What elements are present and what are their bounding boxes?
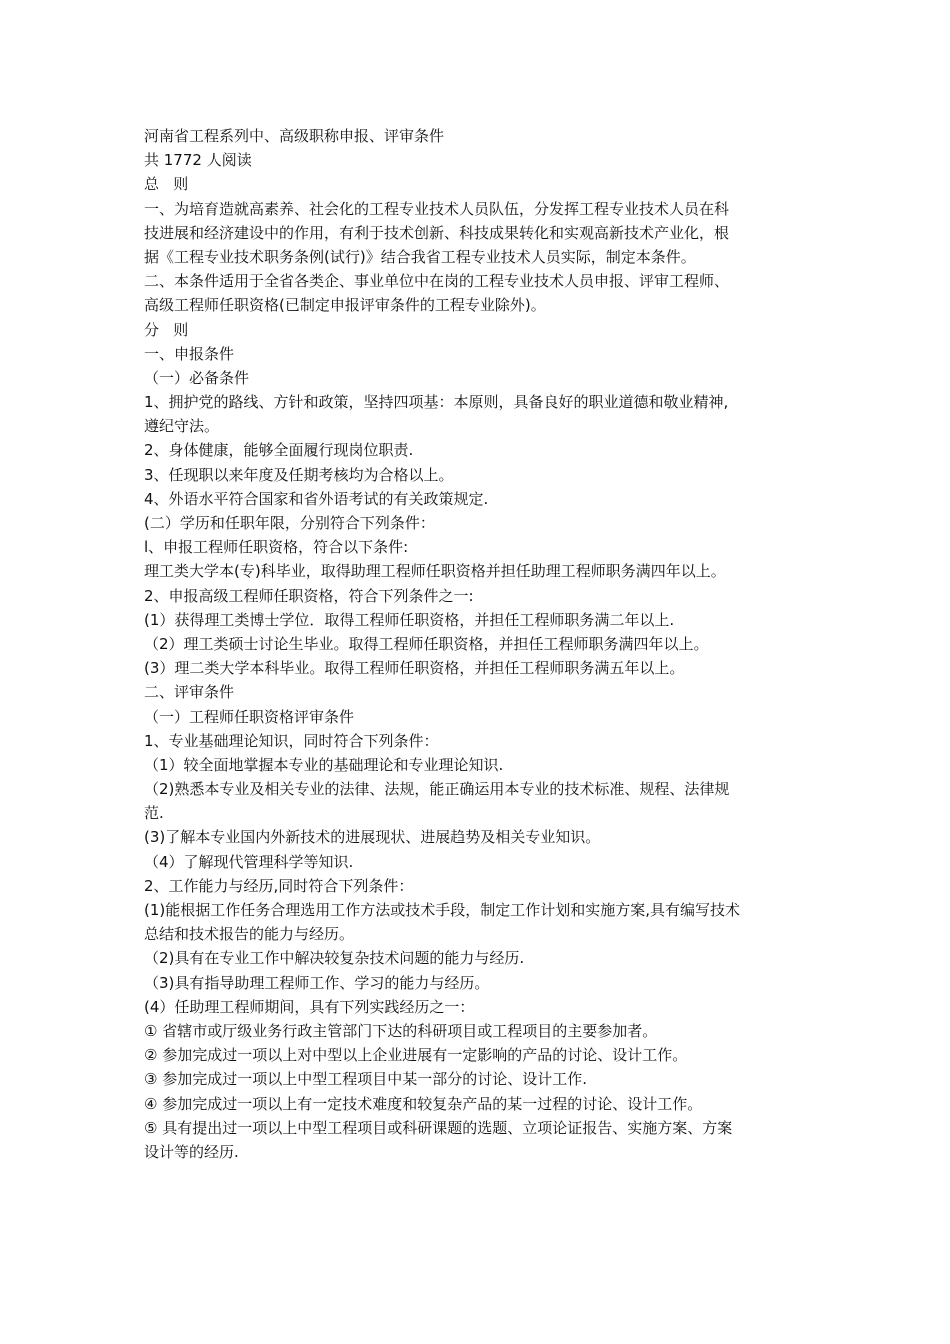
text-line: （2)熟悉本专业及相关专业的法律、法规，能正确运用本专业的技术标准、规程、法律规: [144, 780, 730, 799]
text-line: 1、专业基础理论知识，同时符合下列条件：: [144, 731, 439, 750]
text-line: 范.: [144, 804, 164, 823]
text-line: (3)了解本专业国内外新技术的进展现状、进展趋势及相关专业知识。: [144, 828, 601, 847]
text-line: （2）理工类硕士讨论生毕业。取得工程师任职资格，并担任工程师职务满四年以上。: [144, 634, 709, 653]
text-line: (3）理二类大学本科毕业。取得工程师任职资格，并担任工程师职务满五年以上。: [144, 659, 685, 678]
text-line: 一、申报条件: [144, 344, 235, 363]
text-line: ① 省辖市或厅级业务行政主管部门下达的科研项目或工程项目的主要参加者。: [144, 1021, 658, 1040]
text-line: （3)具有指导助理工程师工作、学习的能力与经历。: [144, 973, 490, 992]
text-line: 2、申报高级工程师任职资格，符合下列条件之一:: [144, 586, 474, 605]
text-line: ④ 参加完成过一项以上有一定技术难度和较复杂产品的某一过程的讨论、设计工作。: [144, 1094, 703, 1113]
text-line: (1）获得理工类博士学位．取得工程师任职资格，并担任工程师职务满二年以上.: [144, 610, 675, 629]
text-line: （一）必备条件: [144, 368, 250, 387]
text-line: ⑤ 具有提出过一项以上中型工程项目或科研课题的选题、立项论证报告、实施方案、方案: [144, 1118, 733, 1137]
text-line: 总结和技术报告的能力与经历。: [144, 925, 355, 944]
text-line: 3、任现职以来年度及任期考核均为合格以上。: [144, 465, 454, 484]
text-line: 理工类大学本(专)科毕业，取得助理工程师任职资格并担任助理工程师职务满四年以上。: [144, 562, 726, 581]
text-line: 技进展和经济建设中的作用，有利于技术创新、科技成果转化和实观高新技术产业化，根: [144, 223, 730, 242]
read-count: 共 1772 人阅读: [144, 151, 252, 170]
document-title: 河南省工程系列中、高级职称申报、评审条件: [144, 127, 445, 145]
text-line: （一）工程师任职资格评审条件: [144, 707, 355, 726]
document-lines: [144, 172, 814, 1164]
text-line: (4）任助理工程师期间，具有下列实践经历之一：: [144, 997, 475, 1016]
text-line: 高级工程师任职资格(已制定申报评审条件的工程专业除外)。: [144, 296, 546, 315]
text-line: （1）较全面地掌握本专业的基础理论和专业理论知识.: [144, 755, 504, 774]
text-line: 遵纪守法。: [144, 417, 220, 436]
text-line: 据《工程专业技术职务条例(试行)》结合我省工程专业技术人员实际，制定本条件。: [144, 247, 696, 266]
text-line: （2)具有在专业工作中解决较复杂技术问题的能力与经历.: [144, 949, 525, 968]
text-line: （4）了解现代管理科学等知识.: [144, 852, 354, 871]
text-line: ③ 参加完成过一项以上中型工程项目中某一部分的讨论、设计工作.: [144, 1070, 587, 1089]
text-line: 二、评审条件: [144, 683, 235, 702]
text-line: (二）学历和任职年限，分别符合下列条件：: [144, 514, 435, 532]
text-line: 2、工作能力与经历,同时符合下列条件：: [144, 876, 414, 895]
text-line: 一、为培育造就高素养、社会化的工程专业技术人员队伍，分发挥工程专业技术人员在科: [144, 199, 730, 218]
text-line: 分 则: [144, 320, 189, 339]
text-line: ② 参加完成过一项以上对中型以上企业进展有一定影响的产品的讨论、设计工作。: [144, 1046, 688, 1065]
text-line: 4、外语水平符合国家和省外语考试的有关政策规定.: [144, 489, 489, 508]
text-line: (1)能根据工作任务合理选用工作方法或技术手段，制定工作计划和实施方案,具有编写技术: [144, 901, 741, 919]
text-line: 1、拥护党的路线、方针和政策，坚持四项基：本原则，具备良好的职业道德和敬业精神,: [144, 393, 729, 412]
text-line: 总 则: [144, 175, 189, 194]
text-line: 二、本条件适用于全省各类企、事业单位中在岗的工程专业技术人员申报、评审工程师、: [144, 272, 730, 291]
text-line: 2、身体健康，能够全面履行现岗位职责.: [144, 441, 414, 460]
document-body: [144, 124, 814, 1164]
text-line: l、申报工程师任职资格，符合以下条件:: [144, 538, 409, 557]
text-line: 设计等的经历.: [144, 1142, 239, 1161]
